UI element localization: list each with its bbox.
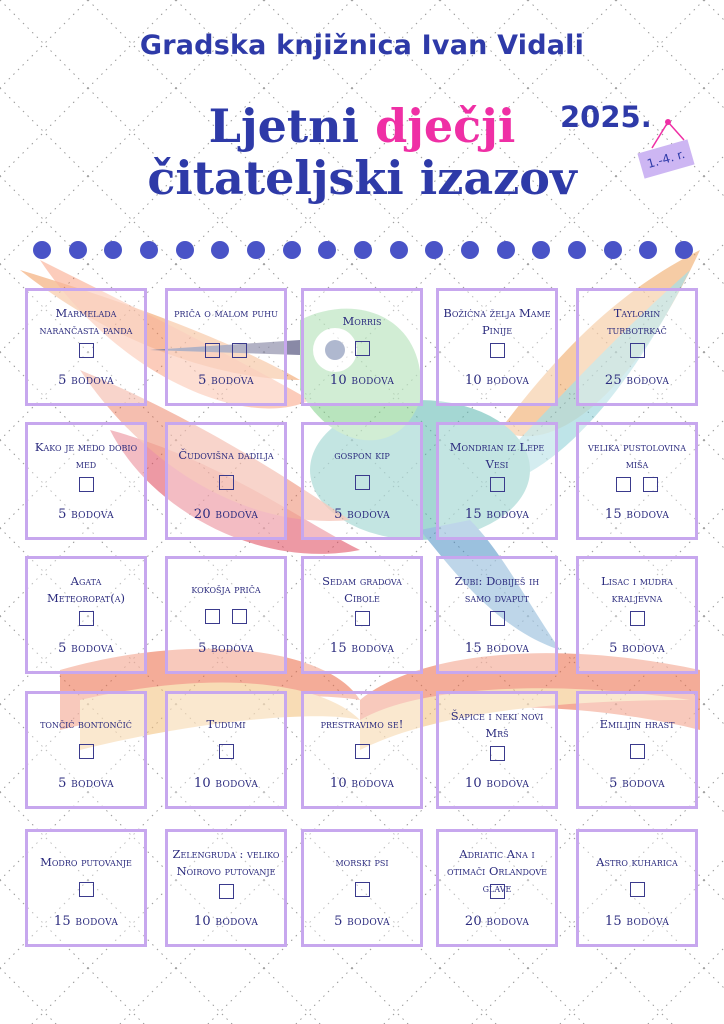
book-title: Božićna želja Mame Pinije — [443, 306, 551, 337]
checkbox-group — [28, 882, 144, 897]
book-title: prestravimo se! — [320, 717, 404, 731]
decorative-dot — [675, 241, 693, 259]
book-card — [25, 691, 147, 809]
decorative-dot — [176, 241, 194, 259]
read-checkbox[interactable] — [205, 343, 220, 358]
decorative-dot — [639, 241, 657, 259]
checkbox-group — [168, 884, 284, 899]
book-title: Adriatic Ana i otimači Orlandove glave — [447, 847, 547, 895]
read-checkbox[interactable] — [355, 611, 370, 626]
checkbox-group — [579, 882, 695, 897]
checkbox-group — [439, 884, 555, 899]
book-title: kokošja priča — [191, 582, 261, 596]
points-label: 5 bodova — [609, 776, 665, 791]
checkbox-group — [439, 611, 555, 626]
book-card — [576, 288, 698, 406]
points-label: 20 bodova — [464, 914, 530, 929]
decorative-dot — [354, 241, 372, 259]
decorative-dot — [140, 241, 158, 259]
points-label: 15 bodova — [53, 914, 119, 929]
grade-tag: 1.-4. r. — [637, 139, 694, 178]
checkbox-group — [168, 475, 284, 490]
book-card — [436, 829, 558, 947]
read-checkbox[interactable] — [219, 475, 234, 490]
checkbox-group — [28, 611, 144, 626]
read-checkbox[interactable] — [490, 884, 505, 899]
read-checkbox[interactable] — [355, 341, 370, 356]
read-checkbox[interactable] — [490, 746, 505, 761]
book-card — [301, 691, 423, 809]
book-title: tončić bontončić — [40, 717, 132, 731]
points-label: 15 bodova — [604, 507, 670, 522]
points-label: 10 bodova — [464, 373, 530, 388]
read-checkbox[interactable] — [630, 744, 645, 759]
book-title: Zelengruda : veliko Noirovo putovanje — [172, 847, 280, 878]
read-checkbox[interactable] — [490, 477, 505, 492]
points-label: 5 bodova — [58, 507, 114, 522]
decorative-dot — [318, 241, 336, 259]
points-label: 10 bodova — [193, 914, 259, 929]
checkbox-group — [304, 341, 420, 356]
book-card — [436, 422, 558, 540]
decorative-dot — [283, 241, 301, 259]
points-label: 15 bodova — [329, 641, 395, 656]
points-label: 25 bodova — [604, 373, 670, 388]
read-checkbox[interactable] — [79, 882, 94, 897]
read-checkbox[interactable] — [79, 343, 94, 358]
book-title: Šapice i neki novi Mrš — [450, 709, 544, 740]
book-title: Sedam gradova Cibole — [322, 574, 402, 605]
read-checkbox[interactable] — [630, 611, 645, 626]
book-title: Tudumi — [206, 717, 246, 731]
book-card — [301, 288, 423, 406]
decorative-dot — [568, 241, 586, 259]
title-highlight: dječji — [375, 99, 516, 153]
decorative-dot — [104, 241, 122, 259]
decorative-dot — [497, 241, 515, 259]
checkbox-group — [579, 611, 695, 626]
book-card — [436, 556, 558, 674]
book-title: Čudovišna dadilja — [178, 448, 274, 462]
title-line2: čitateljski izazov — [147, 151, 577, 205]
book-card — [165, 829, 287, 947]
points-label: 5 bodova — [58, 776, 114, 791]
points-label: 20 bodova — [193, 507, 259, 522]
book-card — [165, 422, 287, 540]
book-card — [25, 422, 147, 540]
checkbox-group — [304, 611, 420, 626]
book-card — [576, 829, 698, 947]
book-title: priča o malom puhu — [174, 306, 278, 320]
points-label: 15 bodova — [464, 641, 530, 656]
book-card — [436, 691, 558, 809]
read-checkbox[interactable] — [79, 477, 94, 492]
book-title: Kako je medo dobio med — [34, 440, 138, 471]
book-title: Marmelada narančasta panda — [39, 306, 133, 337]
checkbox-group — [28, 477, 144, 492]
read-checkbox[interactable] — [219, 744, 234, 759]
points-label: 5 bodova — [58, 641, 114, 656]
book-card — [165, 288, 287, 406]
title-part1: Ljetni — [208, 99, 376, 153]
checkbox-group — [168, 343, 284, 358]
book-title: velika pustolovina miša — [588, 440, 686, 471]
points-label: 10 bodova — [193, 776, 259, 791]
read-checkbox[interactable] — [232, 343, 247, 358]
read-checkbox[interactable] — [79, 744, 94, 759]
decorative-dot — [247, 241, 265, 259]
book-title: morski psi — [335, 855, 389, 869]
book-card — [25, 829, 147, 947]
read-checkbox[interactable] — [490, 343, 505, 358]
points-label: 5 bodova — [609, 641, 665, 656]
read-checkbox[interactable] — [490, 611, 505, 626]
checkbox-group — [439, 746, 555, 761]
book-card — [576, 556, 698, 674]
points-label: 10 bodova — [464, 776, 530, 791]
book-title: Astro kuharica — [596, 855, 678, 869]
checkbox-group — [304, 475, 420, 490]
decorative-dot — [390, 241, 408, 259]
book-card — [25, 556, 147, 674]
book-title: gospon kip — [334, 448, 390, 462]
checkbox-group — [168, 744, 284, 759]
book-card — [436, 288, 558, 406]
points-label: 5 bodova — [334, 914, 390, 929]
book-title: Lisac i mudra kraljevna — [601, 574, 673, 605]
points-label: 10 bodova — [329, 373, 395, 388]
read-checkbox[interactable] — [630, 343, 645, 358]
checkbox-group — [439, 477, 555, 492]
book-title: Modro putovanje — [40, 855, 132, 869]
decorative-dot — [425, 241, 443, 259]
read-checkbox[interactable] — [355, 744, 370, 759]
read-checkbox[interactable] — [79, 611, 94, 626]
checkbox-group — [304, 882, 420, 897]
decorative-dot — [211, 241, 229, 259]
read-checkbox[interactable] — [643, 477, 658, 492]
book-title: Morris — [342, 314, 382, 328]
read-checkbox[interactable] — [232, 609, 247, 624]
book-card — [301, 556, 423, 674]
decorative-dot — [461, 241, 479, 259]
read-checkbox[interactable] — [355, 475, 370, 490]
read-checkbox[interactable] — [219, 884, 234, 899]
checkbox-group — [28, 744, 144, 759]
points-label: 15 bodova — [604, 914, 670, 929]
book-card — [165, 556, 287, 674]
book-card — [301, 422, 423, 540]
checkbox-group — [28, 343, 144, 358]
decorative-dot-row — [33, 241, 693, 259]
library-name: Gradska knjižnica Ivan Vidali — [139, 30, 585, 61]
checkbox-group — [168, 609, 284, 624]
read-checkbox[interactable] — [616, 477, 631, 492]
checkbox-group — [439, 343, 555, 358]
checkbox-group — [579, 343, 695, 358]
checkbox-group — [579, 744, 695, 759]
decorative-dot — [33, 241, 51, 259]
read-checkbox[interactable] — [205, 609, 220, 624]
read-checkbox[interactable] — [355, 882, 370, 897]
points-label: 5 bodova — [58, 373, 114, 388]
decorative-dot — [532, 241, 550, 259]
checkbox-group — [579, 477, 695, 492]
points-label: 5 bodova — [198, 641, 254, 656]
book-card — [165, 691, 287, 809]
book-card — [576, 691, 698, 809]
book-title: Emilijin hrast — [599, 717, 675, 731]
points-label: 10 bodova — [329, 776, 395, 791]
year-label: 2025. — [560, 100, 652, 134]
book-title: Mondrian iz Lepe Vesi — [449, 440, 545, 471]
book-card — [301, 829, 423, 947]
points-label: 5 bodova — [334, 507, 390, 522]
points-label: 5 bodova — [198, 373, 254, 388]
checkbox-group — [304, 744, 420, 759]
book-card — [576, 422, 698, 540]
book-title: Zubi: Dobiješ ih samo dvaput — [454, 574, 540, 605]
decorative-dot — [69, 241, 87, 259]
read-checkbox[interactable] — [630, 882, 645, 897]
points-label: 15 bodova — [464, 507, 530, 522]
book-title: Taylorin turbotrkač — [607, 306, 667, 337]
book-title: Agata Meteoropat(a) — [46, 574, 125, 605]
book-card — [25, 288, 147, 406]
decorative-dot — [604, 241, 622, 259]
